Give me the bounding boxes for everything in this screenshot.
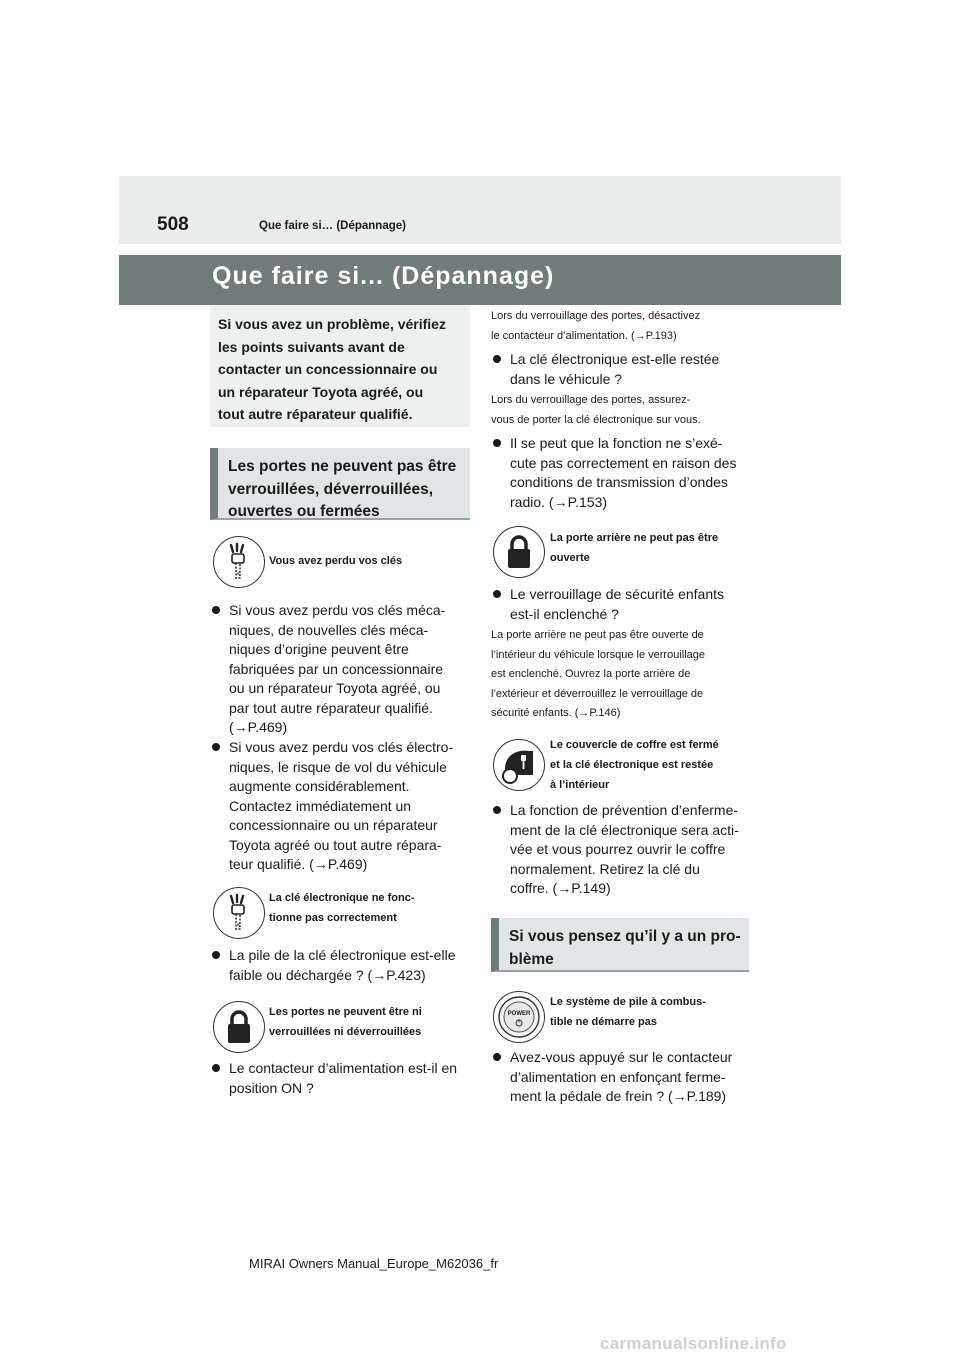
bullet-dot xyxy=(493,355,501,363)
bullet-line: position ON ? xyxy=(229,1079,314,1096)
case-label-line: Vous avez perdu vos clés xyxy=(269,555,403,567)
note-line: Lors du verrouillage des portes, assurez- xyxy=(491,394,691,406)
page-title: Que faire si... (Dépannage) xyxy=(212,262,555,290)
intro-line: les points suivants avant de xyxy=(218,338,405,355)
intro-line: Si vous avez un problème, vérifiez xyxy=(218,316,446,332)
bullet-line: Si vous avez perdu vos clés méca- xyxy=(229,602,446,618)
key-icon xyxy=(213,887,265,939)
bullet-line: niques d’origine peuvent être xyxy=(229,641,409,657)
bullet-dot xyxy=(212,1064,220,1072)
case-label-line: verrouillées ni déverrouillées xyxy=(269,1026,422,1038)
bullet-line: niques, de nouvelles clés méca- xyxy=(229,621,429,638)
page-number: 508 xyxy=(157,214,189,235)
bullet-line: niques, le risque de vol du véhicule xyxy=(229,758,447,775)
bullet-line: ou un réparateur Toyota agréé, ou xyxy=(229,680,441,696)
case-label-trunk xyxy=(550,735,719,795)
bullet-line: La pile de la clé électronique est-elle xyxy=(229,947,456,963)
section-heading-problem xyxy=(491,918,749,972)
key-icon xyxy=(213,536,265,588)
section-heading-line: blème xyxy=(509,950,554,968)
bullet-line: d’alimentation en enfonçant ferme- xyxy=(510,1068,726,1085)
bullet-line: vée et vous pourrez ouvrir le coffre xyxy=(510,841,726,857)
note-line: vous de porter la clé électronique sur vous. xyxy=(491,413,701,426)
bullet-dot xyxy=(493,439,501,447)
bullet-line: Contactez immédiatement un xyxy=(229,797,412,814)
bullet-item xyxy=(212,946,455,985)
power-label: POWER xyxy=(507,1011,531,1017)
lock-icon xyxy=(493,526,545,578)
section-heading-line: verrouillées, déverrouillées, xyxy=(228,480,434,498)
bullet-item xyxy=(212,601,445,738)
bullet-line: Le contacteur d’alimentation est-il en xyxy=(229,1060,458,1076)
footer-text: MIRAI Owners Manual_Europe_M62036_fr xyxy=(249,1256,499,1271)
bullet-line: La clé électronique est-elle restée xyxy=(510,351,720,367)
bullet-dot xyxy=(493,806,501,814)
intro-line: un réparateur Toyota agréé, ou xyxy=(218,383,424,400)
bullet-item xyxy=(493,801,739,899)
case-label-line: Le système de pile à combus- xyxy=(550,996,706,1008)
note xyxy=(491,626,705,724)
note-line[interactable]: le contacteur d’alimentation. (→P.193) xyxy=(491,329,677,342)
bullet-item xyxy=(212,738,453,875)
lock-icon xyxy=(213,1001,265,1053)
case-label-line: tible ne démarre pas xyxy=(550,1016,657,1028)
section-heading-line: Les portes ne peuvent pas être xyxy=(228,458,457,475)
intro-line: tout autre réparateur qualifié. xyxy=(218,406,413,422)
bullet-line: augmente considérablement. xyxy=(229,778,410,794)
case-label-lost-keys xyxy=(269,551,402,571)
case-label-key-malfunction xyxy=(269,888,414,928)
bullet-line: dans le véhicule ? xyxy=(510,370,623,387)
note-line: Lors du verrouillage des portes, désactivez xyxy=(491,310,701,322)
note xyxy=(491,391,701,430)
bullet-line: cute pas correctement en raison des xyxy=(510,454,737,471)
bullet-line[interactable]: ment la pédale de frein ? (→P.189) xyxy=(510,1088,727,1104)
bullet-item xyxy=(493,434,736,512)
note-line: La porte arrière ne peut pas être ouverte de xyxy=(491,629,704,641)
bullet-dot xyxy=(212,606,220,614)
note-line[interactable]: sécurité enfants. (→P.146) xyxy=(491,707,621,719)
note-line: l’intérieur du véhicule lorsque le verrouillage xyxy=(491,648,706,661)
bullet-line: par tout autre réparateur qualifié. xyxy=(229,699,433,716)
bullet-line: est-il enclenché ? xyxy=(510,605,619,622)
power-button-icon xyxy=(493,991,545,1043)
bullet-item xyxy=(493,350,719,389)
bullet-line: ment de la clé électronique sera acti- xyxy=(510,821,739,838)
case-label-line: Le couvercle de coffre est fermé xyxy=(550,739,719,751)
case-label-line: et la clé électronique est restée xyxy=(550,759,714,771)
section-heading-line: Si vous pensez qu’il y a un pro- xyxy=(509,928,741,945)
bullet-dot xyxy=(493,590,501,598)
bullet-line: La fonction de prévention d’enferme- xyxy=(510,802,739,818)
trunk-key-icon xyxy=(493,739,545,791)
page-reference-link[interactable]: (→P.469) xyxy=(229,719,288,735)
case-label-line: à l’intérieur xyxy=(550,779,610,791)
bullet-line: normalement. Retirez la clé du xyxy=(510,860,700,877)
note xyxy=(491,307,700,346)
case-label-fuel-cell xyxy=(550,992,706,1032)
bullet-line[interactable]: radio. (→P.153) xyxy=(510,493,608,510)
bullet-line: Le verrouillage de sécurité enfants xyxy=(510,586,725,602)
case-label-line: La porte arrière ne peut pas être xyxy=(550,532,719,544)
intro-line: contacter un concessionnaire ou xyxy=(218,361,438,377)
section-heading-line: ouvertes ou fermées xyxy=(228,503,380,520)
bullet-line: concessionnaire ou un réparateur xyxy=(229,817,438,833)
bullet-line: conditions de transmission d’ondes xyxy=(510,474,728,490)
bullet-line: Toyota agréé ou tout autre répara- xyxy=(229,836,442,853)
bullet-line: fabriquées par un concessionnaire xyxy=(229,660,444,677)
case-label-rear-door xyxy=(550,528,718,568)
bullet-line: Avez-vous appuyé sur le contacteur xyxy=(510,1049,733,1065)
case-label-line: Les portes ne peuvent être ni xyxy=(269,1006,422,1018)
bullet-dot xyxy=(212,951,220,959)
case-label-line: La clé électronique ne fonc- xyxy=(269,892,415,904)
case-label-line: tionne pas correctement xyxy=(269,912,397,924)
bullet-dot xyxy=(493,1053,501,1061)
case-label-line: ouverte xyxy=(550,552,590,564)
case-label-doors-lock xyxy=(269,1002,422,1042)
bullet-line: Il se peut que la fonction ne s’exé- xyxy=(510,435,723,451)
section-label: Que faire si… (Dépannage) xyxy=(259,220,406,232)
note-line: l’extérieur et déverrouillez le verrouillage de xyxy=(491,687,704,700)
bullet-item xyxy=(212,1059,457,1098)
intro-box xyxy=(210,305,470,427)
section-heading-doors xyxy=(210,448,470,520)
bullet-item xyxy=(493,585,724,624)
note-line: est enclenché. Ouvrez la porte arrière de xyxy=(491,668,691,680)
bullet-line[interactable]: faible ou déchargée ? (→P.423) xyxy=(229,966,426,983)
bullet-line[interactable]: teur qualifié. (→P.469) xyxy=(229,856,368,872)
header-band xyxy=(119,176,841,244)
watermark: carmanualsonline.info xyxy=(600,1334,787,1353)
bullet-line: Si vous avez perdu vos clés électro- xyxy=(229,739,454,755)
bullet-line[interactable]: coffre. (→P.149) xyxy=(510,880,611,896)
bullet-dot xyxy=(212,743,220,751)
bullet-item xyxy=(493,1048,732,1107)
